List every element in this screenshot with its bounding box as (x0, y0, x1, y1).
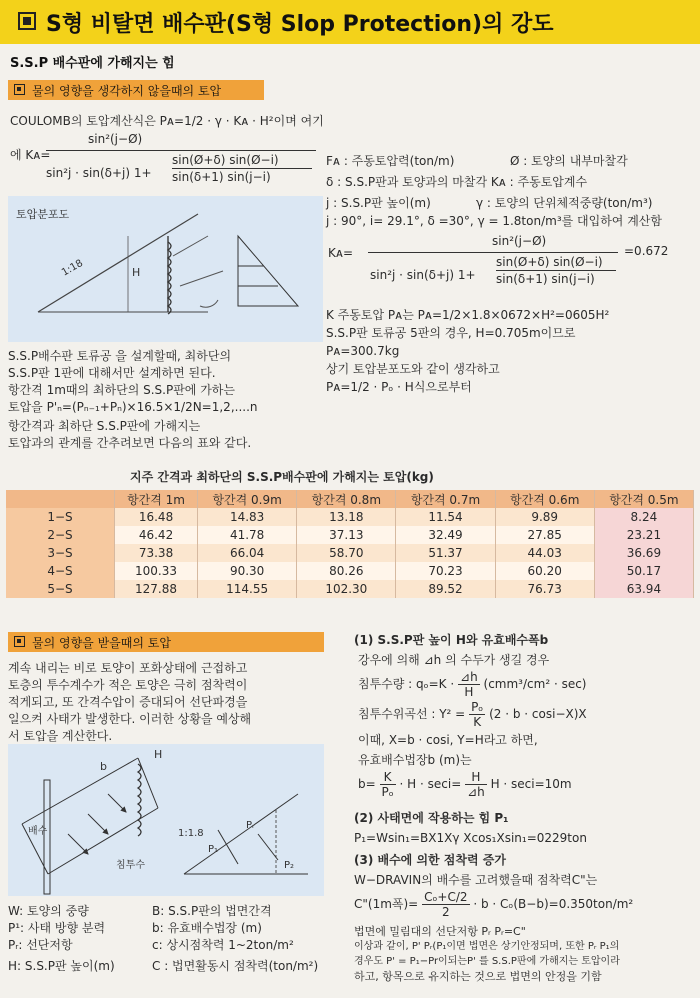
seepage-diagram-svg (8, 744, 324, 896)
table-cell: 37.13 (297, 526, 396, 544)
table-cell: 11.54 (396, 508, 495, 526)
fraction-denominator: Pₒ (381, 785, 394, 799)
fraction-numerator: Pₒ (471, 700, 484, 714)
table-cell: 90.30 (198, 562, 297, 580)
text-line: 일으켜 사태가 발생한다. 이러한 상황을 예상해 (8, 712, 252, 726)
right-text-block-1 (326, 306, 609, 396)
formula-denominator: sin²j · sin(δ+j) 1+ (46, 166, 152, 180)
table-cell: 89.52 (396, 580, 495, 598)
table-cell: 114.55 (198, 580, 297, 598)
table-cell: 100.33 (115, 562, 198, 580)
text-line: 경우도 P' = P₁−Pr이되는P' 를 S.S.P판에 가해지는 토압이라 (354, 956, 620, 967)
fraction-numerator: H (465, 770, 487, 785)
slope-ratio-label: 1:18 (60, 257, 85, 279)
legend-item: Pᵣ: 선단저항 (8, 938, 73, 952)
table-header: 항간격 1m (115, 490, 198, 508)
pressure-distribution-diagram (8, 196, 323, 342)
table-cell: 27.85 (495, 526, 594, 544)
seepage-diagram (8, 744, 324, 896)
formula-prefix: Kᴀ= (328, 246, 354, 260)
table-cell: 36.69 (594, 544, 693, 562)
subsection-title: 물의 영향을 생각하지 않을때의 토압 (32, 84, 222, 98)
table-cell: 51.37 (396, 544, 495, 562)
text-line: 항간격과 최하단 S.S.P판에 가해지는 (8, 419, 201, 433)
fraction (469, 700, 485, 729)
square-bullet-icon (14, 84, 25, 95)
left-text-block-1 (8, 348, 328, 452)
formula-part: 침투수위곡선 : Y² = (358, 707, 466, 721)
fraction-numerator: Cₒ+C/2 (424, 890, 468, 904)
formula-part: 침투수량 : qₒ=K · (358, 677, 455, 691)
left-text-block-2 (8, 660, 251, 745)
fraction (465, 770, 487, 799)
table-cell: 8.24 (594, 508, 693, 526)
table-cell: 73.38 (115, 544, 198, 562)
legend-item: W: 토양의 중량 (8, 904, 89, 918)
table-row (6, 508, 694, 526)
p2-label: P₂ (284, 860, 295, 871)
row-label: 2−S (6, 526, 115, 544)
row-label: 1−S (6, 508, 115, 526)
definition: j : 90°, i= 29.1°, δ =30°, γ = 1.8ton/m³를 대입하여 계산함 (326, 214, 662, 228)
subsection-bar-2 (8, 632, 324, 652)
text-line: S.S.P판 1판에 대해서만 설계하면 된다. (8, 366, 216, 380)
formula-part: H · seci=10m (490, 777, 572, 791)
text-line: S.S.P배수판 토류공 을 설계할때, 최하단의 (8, 349, 232, 363)
legend-item: P¹: 사태 방향 분력 (8, 921, 106, 935)
ratio-label: 1:1.8 (178, 828, 204, 839)
subsection-title: 물의 영향을 받을때의 토압 (32, 636, 171, 650)
table-cell: 66.04 (198, 544, 297, 562)
table-header: 항간격 0.5m (594, 490, 693, 508)
formula-numerator: sin²(j−Ø) (88, 132, 143, 146)
definition: δ : S.S.P판과 토양과의 마찰각 Kᴀ : 주동토압계수 (326, 175, 588, 189)
text-line: 상기 토압분포도와 같이 생각하고 (326, 362, 500, 376)
section-heading: S.S.P 배수판에 가해지는 힘 (10, 56, 175, 71)
table-cell: 76.73 (495, 580, 594, 598)
subheading: (3) 배수에 의한 점착력 증가 (354, 853, 506, 867)
h-label: H (154, 748, 163, 761)
text-line: S.S.P판 토류공 5판의 경우, H=0.705m이므로 (326, 326, 576, 340)
formula-part: · b · Cₒ(B−b)=0.350ton/m² (473, 897, 634, 911)
table-cell: 13.18 (297, 508, 396, 526)
drain-width-formula (358, 770, 698, 804)
formula-inner-numerator: sin(Ø+δ) sin(Ø−i) (172, 153, 279, 167)
table-header: 항간격 0.8m (297, 490, 396, 508)
table-cell: 32.49 (396, 526, 495, 544)
table-cell: 102.30 (297, 580, 396, 598)
text-line: K 주동토압 Pᴀ는 Pᴀ=1/2×1.8×0672×H²=0605H² (326, 308, 610, 322)
text-line: Pᴀ=1/2 · Pₒ · H식으로부터 (326, 380, 472, 394)
coulomb-line: COULOMB의 토압계산식은 Pᴀ=1/2 · γ · Kᴀ · H²이며 여기 (10, 114, 324, 128)
text-line: 적게되고, 또 간격수압이 증대되어 선단파경을 (8, 695, 248, 709)
formula-inner-numerator: sin(Ø+δ) sin(Ø−i) (496, 255, 603, 269)
square-bullet-icon (18, 12, 36, 30)
row-label: 4−S (6, 562, 115, 580)
table-cell: 63.94 (594, 580, 693, 598)
text-line: 서 토압을 계산한다. (8, 729, 113, 743)
subheading: (2) 사태면에 작용하는 힘 P₁ (354, 811, 509, 825)
table-cell: 58.70 (297, 544, 396, 562)
subheading: (1) S.S.P판 높이 H와 유효배수폭b (354, 633, 549, 647)
table-header: 항간격 0.6m (495, 490, 594, 508)
table-cell: 9.89 (495, 508, 594, 526)
table-row (6, 544, 694, 562)
p1-label: P₁ (208, 844, 219, 855)
definition: j : S.S.P판 높이(m) (326, 196, 431, 210)
subsection-bar-1 (8, 80, 264, 100)
formula-part: b= (358, 777, 376, 791)
height-label: H (132, 266, 141, 279)
formula-part: C"(1m폭)= (354, 897, 419, 911)
text-line: 이때, X=b · cosi, Y=H라고 하면, (358, 733, 538, 747)
table-cell: 80.26 (297, 562, 396, 580)
fraction-denominator: 2 (441, 905, 450, 919)
table-cell: 41.78 (198, 526, 297, 544)
formula-inner-denominator: sin(δ+1) sin(j−i) (496, 272, 595, 286)
table-cell: 60.20 (495, 562, 594, 580)
seepage-label: 침투수 (116, 860, 145, 871)
formula-result: =0.672 (624, 244, 669, 258)
row-label: 5−S (6, 580, 115, 598)
table-cell: 46.42 (115, 526, 198, 544)
table-header: 항간격 0.7m (396, 490, 495, 508)
table-cell: 14.83 (198, 508, 297, 526)
text-line: 유효배수법장b (m)는 (358, 753, 472, 767)
legend-item: b: 유효배수법장 (m) (152, 921, 262, 935)
text-line: 법면에 밀림대의 선단저항 Pᵣ Pᵣ=C" (354, 925, 526, 938)
drain-label: 배수 (28, 826, 48, 837)
pressure-diagram-svg (8, 196, 323, 342)
fraction-denominator: ⊿h (467, 785, 485, 799)
fraction-denominator: K (473, 715, 482, 729)
table-cell: 16.48 (115, 508, 198, 526)
seepage-curve-formula (358, 700, 698, 730)
formula-numerator: sin²(j−Ø) (492, 234, 547, 248)
table-row (6, 580, 694, 598)
cohesion-formula (354, 890, 698, 924)
diagram-label: 토압분포도 (16, 208, 70, 221)
definition: γ : 토양의 단위체적중량(ton/m³) (476, 196, 653, 210)
text-line: 계속 내리는 비로 토양이 포화상태에 근접하고 (8, 661, 248, 675)
text-line: 토압과의 관계를 간추려보면 다음의 표와 같다. (8, 436, 252, 450)
formula-denominator: sin²j · sin(δ+j) 1+ (370, 268, 476, 282)
formula-part: · H · seci= (399, 777, 462, 791)
table-cell: 70.23 (396, 562, 495, 580)
fraction-numerator: ⊿h (460, 670, 478, 684)
b-label: b (100, 760, 107, 773)
formula-part: (cmm³/cm² · sec) (483, 677, 587, 691)
text-line: 토층의 투수계수가 적은 토양은 극히 점착력이 (8, 678, 248, 692)
table-row (6, 562, 694, 580)
table-cell: 44.03 (495, 544, 594, 562)
table-header (6, 490, 115, 508)
table-cell: 50.17 (594, 562, 693, 580)
ka-prefix: 에 Kᴀ= (10, 148, 51, 162)
text-line: Pᴀ=300.7kg (326, 344, 400, 358)
table-cell: 23.21 (594, 526, 693, 544)
page-title: S형 비탈면 배수판(S형 Slop Protection)의 강도 (46, 12, 554, 37)
formula-inner-denominator: sin(δ+1) sin(j−i) (172, 170, 271, 184)
text-line: 항간격 1m때의 최하단의 S.S.P판에 가하는 (8, 383, 235, 397)
seepage-formula (358, 670, 698, 700)
definition: Fᴀ : 주동토압력(ton/m) (326, 154, 455, 168)
square-bullet-icon (14, 636, 25, 647)
table-caption: 지주 간격과 최하단의 S.S.P배수판에 가해지는 토압(kg) (130, 470, 434, 484)
table-cell: 127.88 (115, 580, 198, 598)
table-header: 항간격 0.9m (198, 490, 297, 508)
legend-item: c: 상시점착력 1~2ton/m² (152, 938, 294, 952)
fraction (422, 890, 469, 919)
pressure-table (6, 490, 694, 598)
fraction-numerator: K (380, 770, 396, 785)
text-line: 이상과 같이, P' Pᵣ(P₁이면 법면은 상기안정되며, 또한 Pᵣ P₁의 (354, 941, 620, 952)
legend-item: C : 법면활동시 점착력(ton/m²) (152, 959, 319, 973)
table-header-row (6, 490, 694, 508)
legend-item: B: S.S.P판의 법면간격 (152, 904, 272, 918)
fraction-denominator: H (464, 685, 474, 699)
formula-part: (2 · b · cosi−X)X (489, 707, 587, 721)
row-label: 3−S (6, 544, 115, 562)
text-line: 강우에 의해 ⊿h 의 수두가 생길 경우 (358, 653, 550, 667)
legend-item: H: S.S.P판 높이(m) (8, 959, 115, 973)
text-line: W−DRAVIN의 배수를 고려했을때 점착력C"는 (354, 873, 598, 887)
table-row (6, 526, 694, 544)
text-line: 토압을 P'ₙ=(Pₙ₋₁+Pₙ)×16.5×1/2N=1,2,....n (8, 400, 258, 414)
right-column-2 (354, 630, 698, 984)
fraction (380, 770, 396, 799)
definition: Ø : 토양의 내부마찰각 (510, 154, 628, 168)
text-line: P₁=Wsin₁=BX1Xγ Xcos₁Xsin₁=0229ton (354, 831, 587, 845)
pr-label: Pᵣ (246, 820, 255, 831)
fraction (458, 670, 480, 699)
text-line: 하고, 항목으로 유지하는 것으로 법면의 안정을 기함 (354, 970, 602, 983)
